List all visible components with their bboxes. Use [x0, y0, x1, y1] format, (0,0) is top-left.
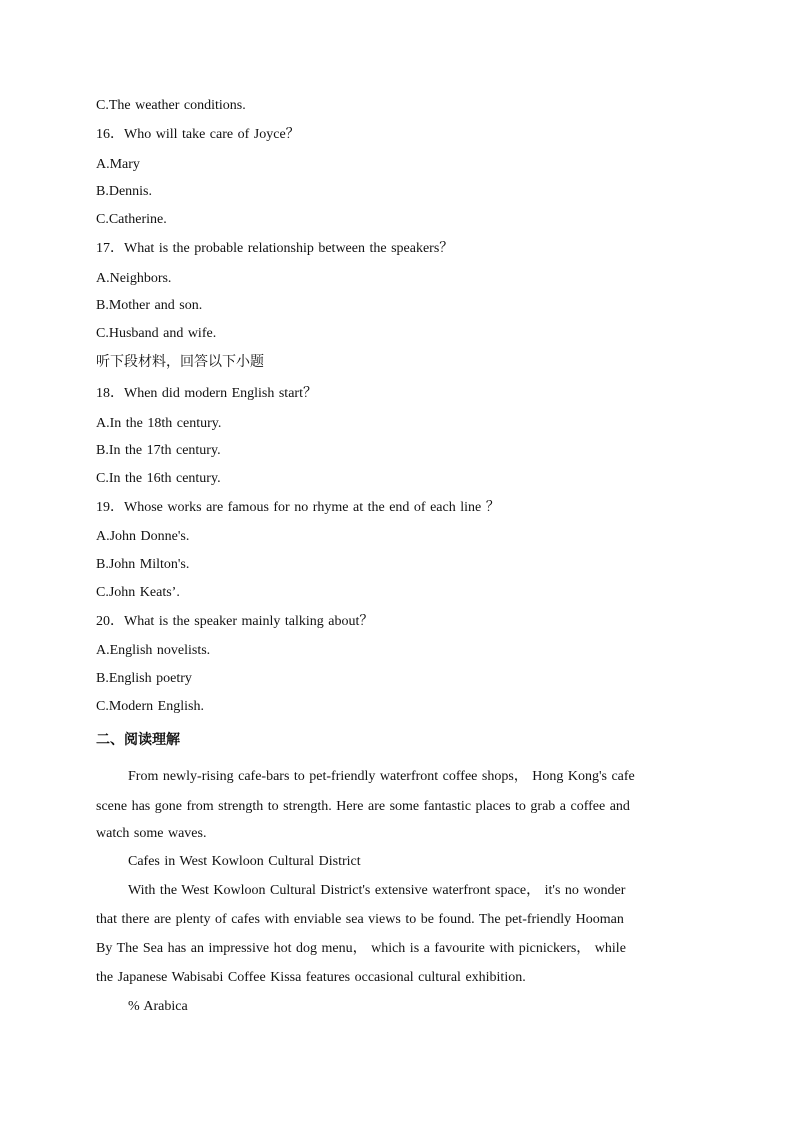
q16-option-c: C.Catherine. — [96, 212, 167, 227]
q17-option-c: C.Husband and wife. — [96, 326, 217, 341]
q16-option-b: B.Dennis. — [96, 184, 152, 199]
para1-line-1: From newly-rising cafe-bars to pet-friendly waterfront coffee shops， Hong Kong's cafe — [128, 769, 635, 784]
q16-option-a: A.Mary — [96, 157, 140, 172]
para2-line-1: With the West Kowloon Cultural District's extensive waterfront space， it's no wonder — [128, 883, 626, 898]
q18-option-b: B.In the 17th century. — [96, 443, 221, 458]
listening-section-note: 听下段材料，回答以下小题 — [96, 354, 264, 370]
para1-line-2: scene has gone from strength to strength. Here are some fantastic places to grab a coffee and — [96, 799, 630, 814]
q18-question: 18．When did modern English start？ — [96, 386, 317, 401]
q18-option-c: C.In the 16th century. — [96, 471, 221, 486]
q17-option-b: B.Mother and son. — [96, 298, 203, 313]
para1-line-3: watch some waves. — [96, 826, 207, 841]
q17-option-a: A.Neighbors. — [96, 271, 172, 286]
para2-line-3: By The Sea has an impressive hot dog menu， which is a favourite with picnickers， while — [96, 941, 626, 956]
q19-question: 19．Whose works are famous for no rhyme at the end of each line ？ — [96, 500, 500, 515]
q19-option-a: A.John Donne's. — [96, 529, 190, 544]
reading-section-heading: 二、阅读理解 — [96, 732, 180, 748]
q15-option-c: C.The weather conditions. — [96, 98, 246, 113]
q18-option-a: A.In the 18th century. — [96, 416, 222, 431]
subheading-west-kowloon: Cafes in West Kowloon Cultural District — [128, 854, 361, 869]
q19-option-c: C.John Keats’. — [96, 585, 180, 600]
q20-option-b: B.English poetry — [96, 671, 192, 686]
subheading-arabica: % Arabica — [128, 999, 188, 1014]
q20-question: 20．What is the speaker mainly talking about？ — [96, 614, 374, 629]
q17-question: 17．What is the probable relationship between the speakers？ — [96, 241, 454, 256]
q20-option-c: C.Modern English. — [96, 699, 204, 714]
para2-line-4: the Japanese Wabisabi Coffee Kissa features occasional cultural exhibition. — [96, 970, 526, 985]
para2-line-2: that there are plenty of cafes with enviable sea views to be found. The pet-friendly Hooman — [96, 912, 624, 927]
q16-question: 16．Who will take care of Joyce？ — [96, 127, 300, 142]
q20-option-a: A.English novelists. — [96, 643, 211, 658]
q19-option-b: B.John Milton's. — [96, 557, 190, 572]
